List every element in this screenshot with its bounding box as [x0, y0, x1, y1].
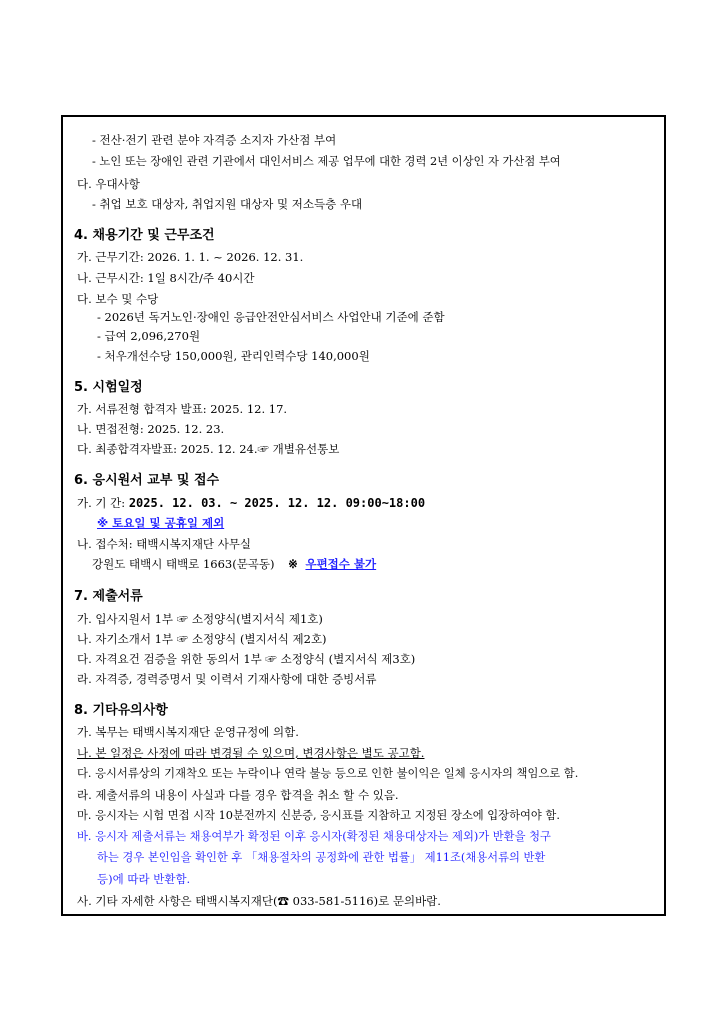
s8-schedule-change: 나. 본 일정은 사정에 따라 변경될 수 있으며, 변경사항은 별도 공고함.	[77, 746, 425, 760]
s8-return-docs-2: 하는 경우 본인임을 확인한 후 「채용절차의 공정화에 관한 법률」 제11조(채용서류의 반환	[97, 851, 546, 864]
s8-cancel-pass: 라. 제출서류의 내용이 사실과 다를 경우 합격을 취소 할 수 있음.	[77, 788, 399, 802]
section-6-title: 6. 응시원서 교부 및 접수	[74, 473, 220, 488]
s5-document-result: 가. 서류전형 합격자 발표: 2025. 12. 17.	[77, 402, 288, 416]
s5-interview: 나. 면접전형: 2025. 12. 23.	[77, 422, 225, 436]
s6-address-row	[92, 556, 376, 572]
bonus-line-2: - 노인 또는 장애인 관련 기관에서 대인서비스 제공 업무에 대한 경력 2년 이상인 자 가산점 부여	[92, 155, 561, 168]
s8-entry-rule: 마. 응시자는 시험 면접 시작 10분전까지 신분증, 응시표를 지참하고 지정된 장소에 입장하여야 함.	[77, 809, 560, 822]
s7-consent: 다. 자격요건 검증을 위한 동의서 1부 ☞ 소정양식 (별지서식 제3호)	[77, 652, 416, 666]
s7-self-intro: 나. 자기소개서 1부 ☞ 소정양식 (별지서식 제2호)	[77, 632, 327, 646]
s7-certificates: 라. 자격증, 경력증명서 및 이력서 기재사항에 대한 증빙서류	[77, 672, 377, 686]
s6-period-value: 2025. 12. 03. ~ 2025. 12. 12. 09:00~18:00	[128, 496, 426, 510]
preference-heading: 다. 우대사항	[77, 177, 140, 191]
s8-return-docs-1: 바. 응시자 제출서류는 채용여부가 확정된 이후 응시자(확정된 채용대상자는 제외)가 반환을 청구	[77, 830, 551, 843]
section-8-title: 8. 기타유의사항	[74, 703, 168, 718]
s4-salary: - 급여 2,096,270원	[97, 329, 201, 343]
s8-return-docs-3: 등)에 따라 반환함.	[97, 872, 191, 886]
s6-holiday-note: ※ 토요일 및 공휴일 제외	[97, 516, 225, 530]
s6-period-label: 가. 기 간:	[77, 496, 126, 510]
preference-line: - 취업 보호 대상자, 취업지원 대상자 및 저소득층 우대	[92, 197, 363, 211]
s6-period-row	[77, 495, 425, 511]
s8-contact: 사. 기타 자세한 사항은 태백시복지재단(☎ 033-581-5116)로 문의바람.	[77, 894, 441, 908]
s4-pay-heading: 다. 보수 및 수당	[77, 292, 159, 306]
s7-application: 가. 입사지원서 1부 ☞ 소정양식(별지서식 제1호)	[77, 612, 323, 626]
s4-pay-standard: - 2026년 독거노인·장애인 응급안전안심서비스 사업안내 기준에 준함	[97, 310, 445, 324]
s4-period: 가. 근무기간: 2026. 1. 1. ~ 2026. 12. 31.	[77, 250, 304, 264]
s8-service-rule: 가. 복무는 태백시복지재단 운영규정에 의함.	[77, 725, 299, 739]
s8-applicant-responsibility: 다. 응시서류상의 기재착오 또는 누락이나 연락 불능 등으로 인한 불이익은 일체 응시자의 책임으로 함.	[77, 767, 579, 780]
s5-final-result: 다. 최종합격자발표: 2025. 12. 24.☞ 개별유선통보	[77, 442, 340, 456]
reference-mark: ※	[288, 557, 298, 571]
s4-allowance: - 처우개선수당 150,000원, 관리인력수당 140,000원	[97, 349, 370, 363]
section-5-title: 5. 시험일정	[74, 380, 143, 395]
s6-location: 나. 접수처: 태백시복지재단 사무실	[77, 537, 252, 551]
section-7-title: 7. 제출서류	[74, 589, 143, 604]
s4-hours: 나. 근무시간: 1일 8시간/주 40시간	[77, 271, 255, 285]
s6-no-mail-note: 우편접수 불가	[305, 557, 377, 571]
section-4-title: 4. 채용기간 및 근무조건	[74, 228, 215, 243]
bonus-line-1: - 전산·전기 관련 분야 자격증 소지자 가산점 부여	[92, 133, 337, 147]
s6-address: 강원도 태백시 태백로 1663(문곡동)	[92, 557, 275, 571]
